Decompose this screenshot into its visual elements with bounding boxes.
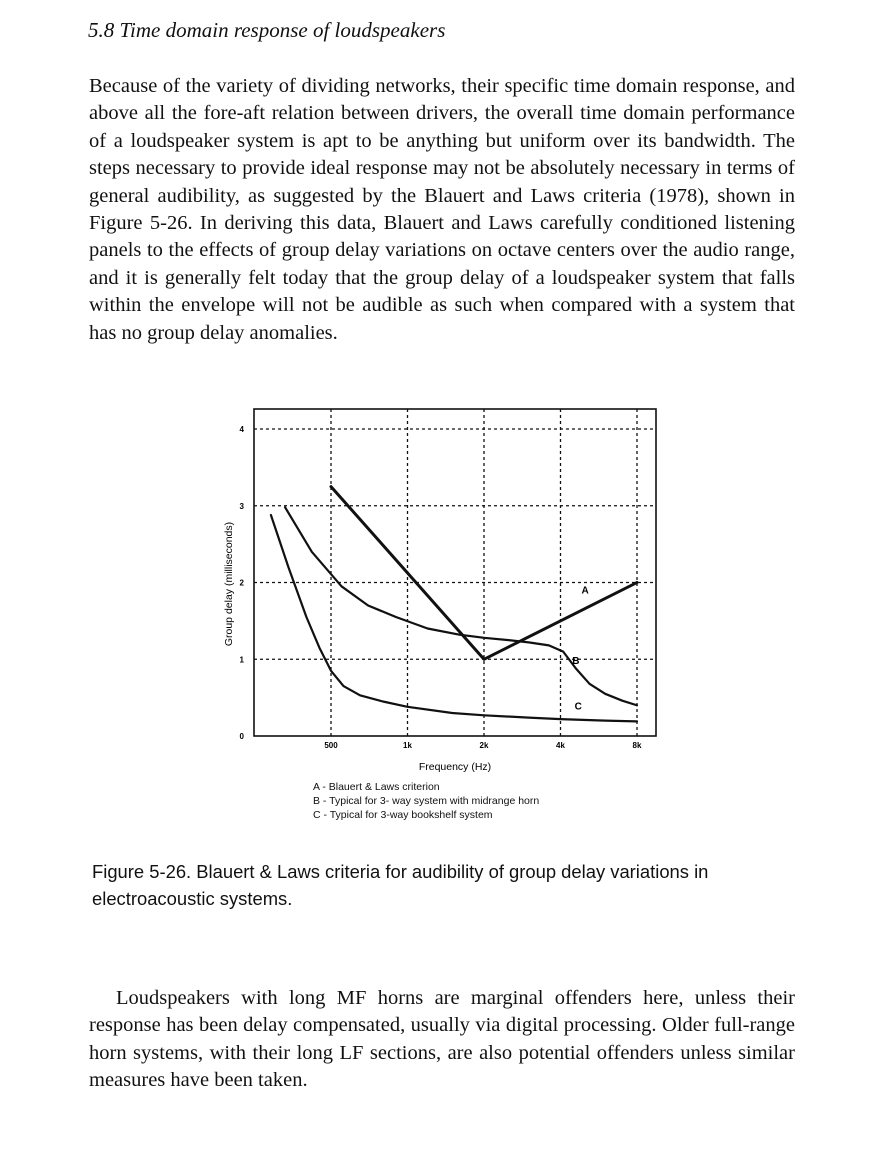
y-tick-label: 2 [239,578,244,588]
x-axis-title: Frequency (Hz) [418,761,492,773]
x-tick-label: 1k [403,741,412,750]
body-paragraph-1: Because of the variety of dividing networks, their specific time domain response, and above all the fore-aft relation between drivers, the overall time domain performance of a loudspeaker system is apt to be anything but uniform over its bandwidth. The steps necessary to provide ideal response may not be absolutely necessary in terms of general audibility, as suggested by the Blauert and Laws criteria (1978), shown in Figure 5-26. In deriving this data, Blauert and Laws carefully conditioned listening panels to the effects of group delay variations on octave centers over the audio range, and it is generally felt today that the group delay of a loudspeaker system that falls within the envelope will not be audible as such when compared with a system that has no group delay anomalies. [89,75,795,344]
body-paragraph-2: Loudspeakers with long MF horns are marginal offenders here, unless their response has been delay compensated, usually via digital processing. Older full-range horn systems, with their long LF sections, are also potential offenders unless similar measures have been taken. [89,987,795,1092]
y-tick-label: 0 [239,732,244,741]
chart-series [271,487,637,722]
section-title: 5.8 Time domain response of loudspeakers [88,18,446,42]
series-b-label: B [572,655,580,667]
x-tick-label: 500 [324,741,338,750]
y-tick-label: 1 [239,655,244,665]
series-c-label: C [574,701,582,713]
legend-entry-b: B - Typical for 3- way system with midrange horn [313,795,540,807]
series-b-line [285,507,637,705]
figure-caption: Figure 5-26. Blauert & Laws criteria for audibility of group delay variations in electroacoustic systems. [92,861,709,909]
x-tick-label: 4k [556,741,565,750]
y-tick-label: 4 [239,425,244,434]
legend-entry-c: C - Typical for 3-way bookshelf system [313,809,493,821]
y-tick-label: 3 [239,501,244,511]
y-axis-title: Group delay (milliseconds) [223,521,235,647]
series-c-line [271,515,637,721]
series-a-label: A [581,585,589,597]
legend-entry-a: A - Blauert & Laws criterion [313,781,440,793]
x-tick-label: 2k [479,741,489,750]
x-tick-label: 8k [632,741,642,750]
